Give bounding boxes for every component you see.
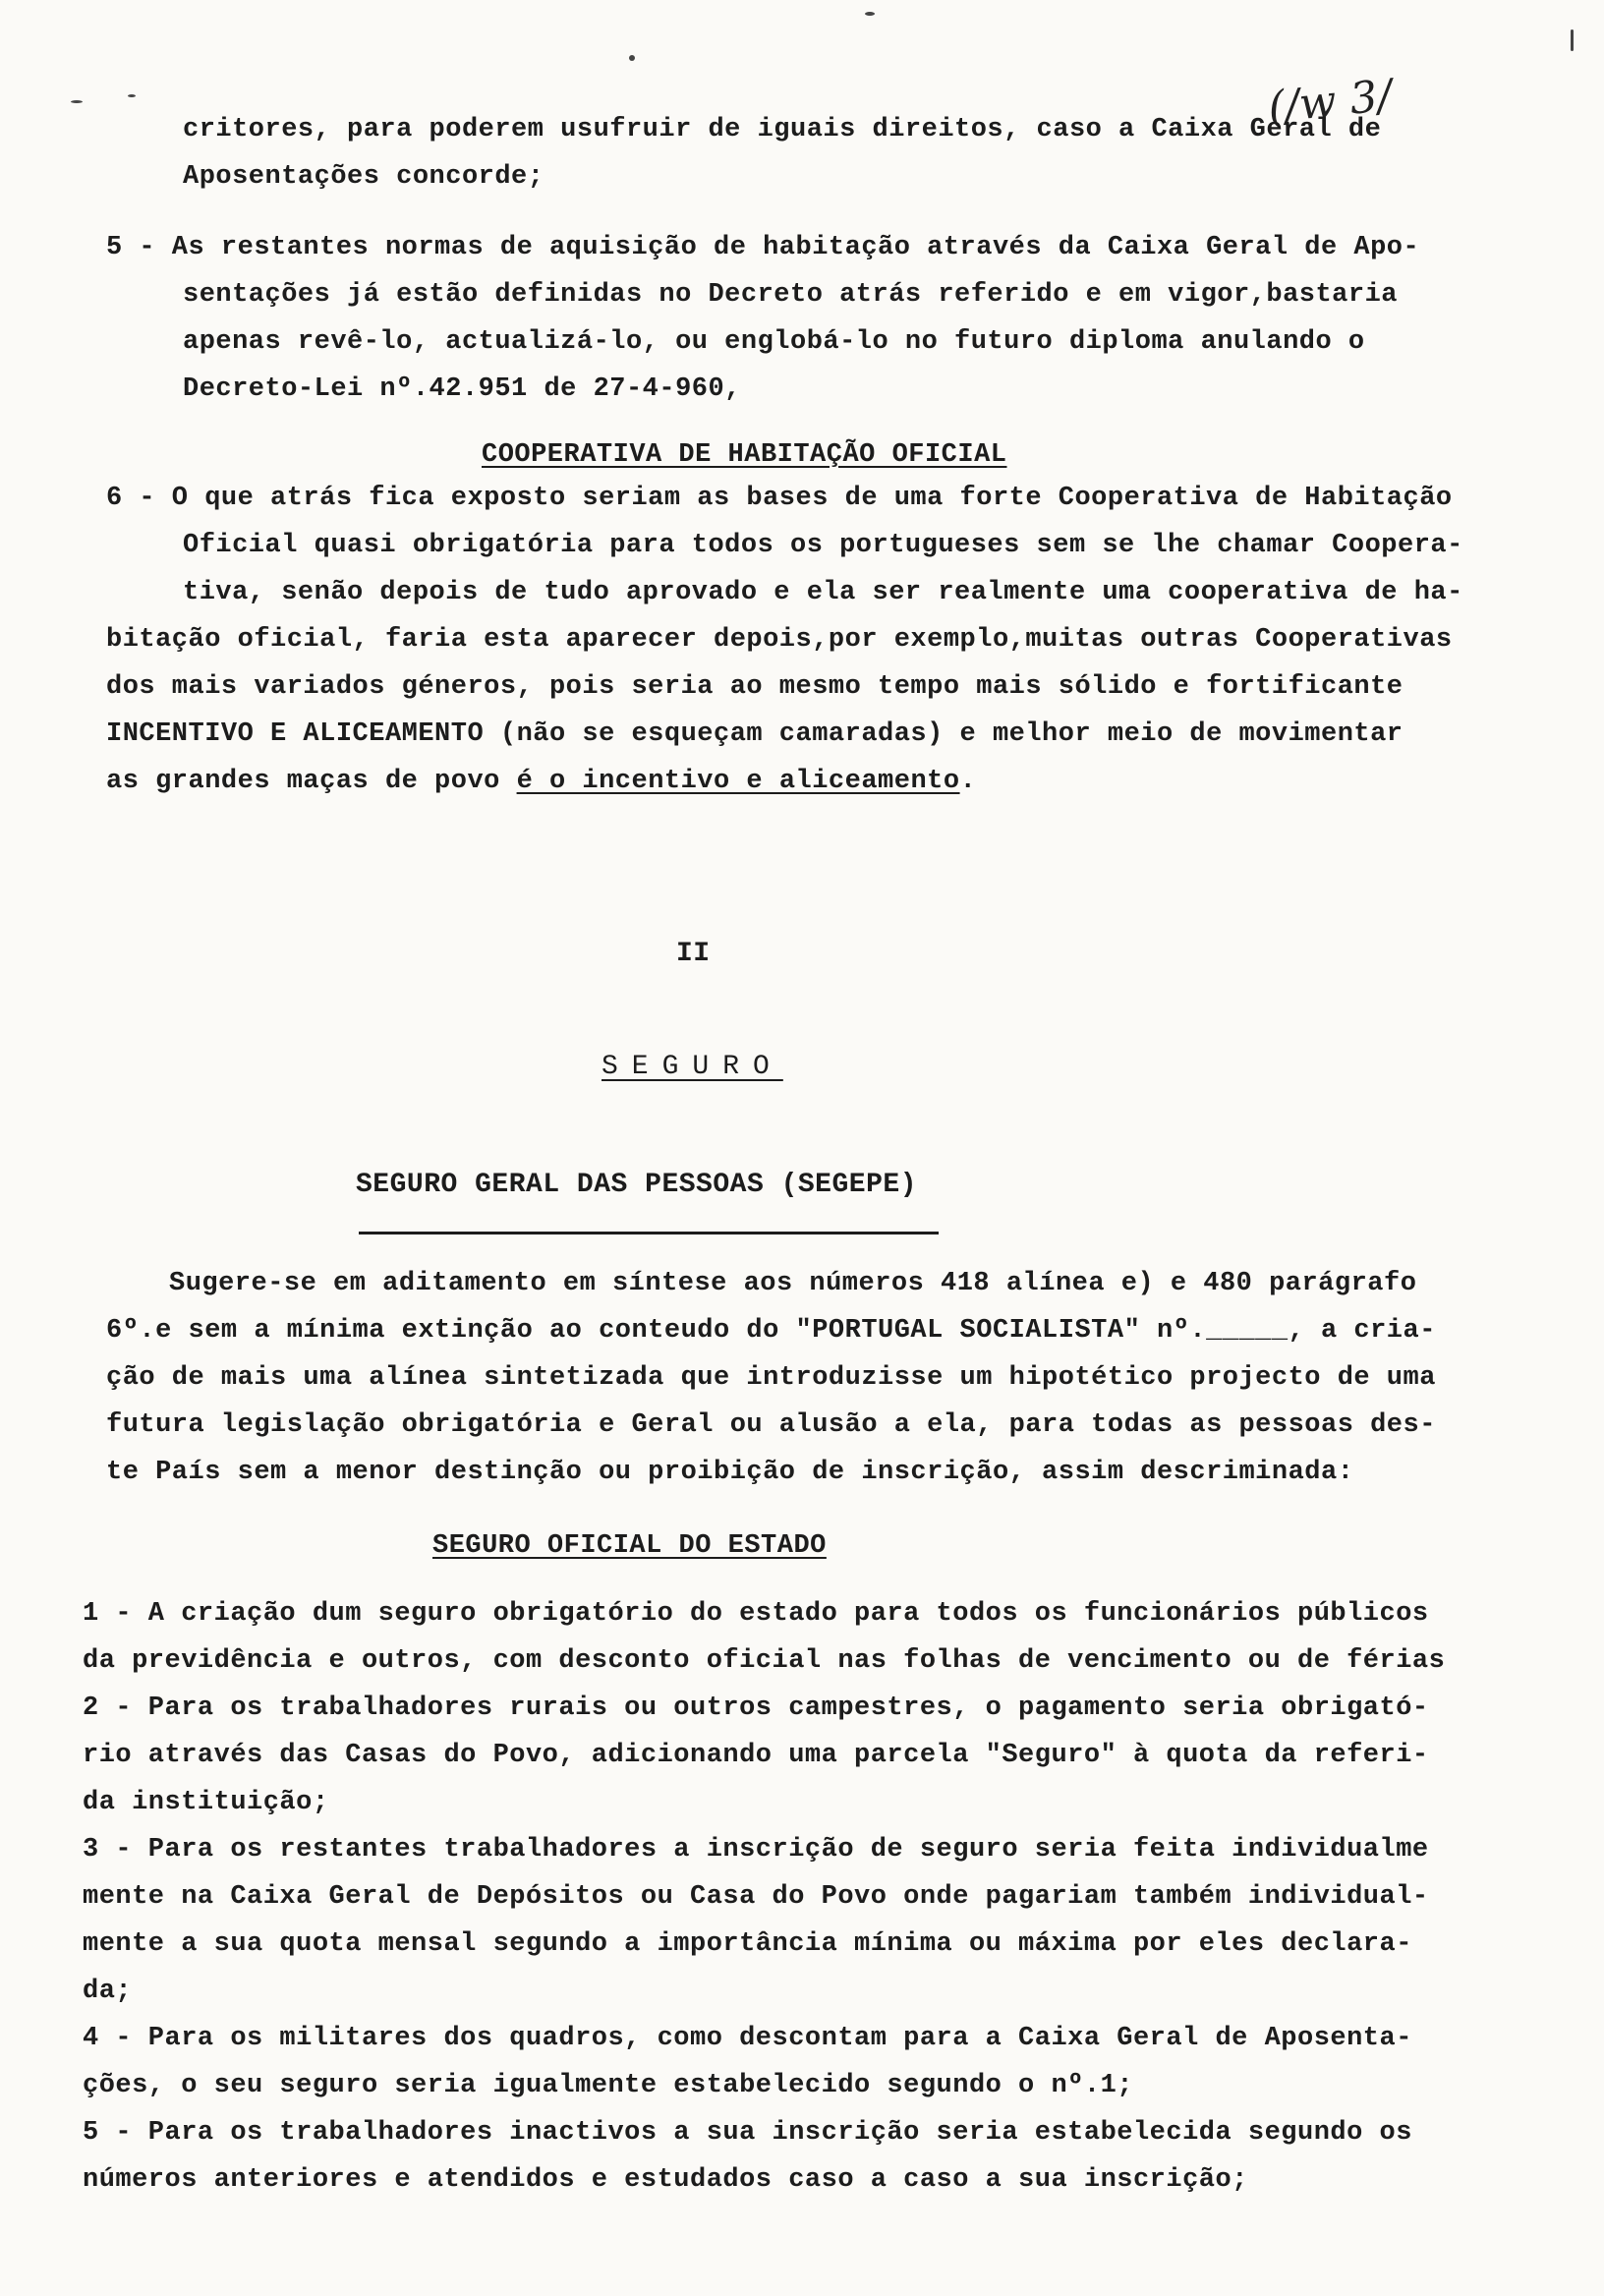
text-line: Aposentações concorde; — [183, 162, 544, 192]
text-line: 5 - As restantes normas de aquisição de habitação através da Caixa Geral de Apo- — [106, 233, 1420, 262]
scan-speck — [629, 55, 635, 61]
text-line: apenas revê-lo, actualizá-lo, ou englobá-lo no futuro diploma anulando o — [183, 327, 1365, 357]
text-line: Sugere-se em aditamento em síntese aos números 418 alínea e) e 480 parágrafo — [169, 1269, 1417, 1298]
scan-speck — [71, 100, 83, 103]
text-line: ções, o seu seguro seria igualmente estabelecido segundo o nº.1; — [83, 2071, 1133, 2100]
text-line: sentações já estão definidas no Decreto atrás referido e em vigor,bastaria — [183, 280, 1398, 310]
text-line: dos mais variados géneros, pois seria ao mesmo tempo mais sólido e fortificante — [106, 672, 1404, 702]
text-line: 6 - O que atrás fica exposto seriam as bases de uma forte Cooperativa de Habitação — [106, 484, 1453, 513]
text-line: 2 - Para os trabalhadores rurais ou outros campestres, o pagamento seria obrigató- — [83, 1693, 1429, 1723]
text-line: 5 - Para os trabalhadores inactivos a sua inscrição seria estabelecida segundo os — [83, 2118, 1412, 2148]
text-line: bitação oficial, faria esta aparecer depois,por exemplo,muitas outras Cooperativas — [106, 625, 1453, 655]
scan-speck — [865, 12, 875, 16]
cooperativa-heading: COOPERATIVA DE HABITAÇÃO OFICIAL — [482, 440, 1007, 470]
text-line: tiva, senão depois de tudo aprovado e ela ser realmente uma cooperativa de ha- — [183, 578, 1463, 607]
text-line: ção de mais uma alínea sintetizada que introduzisse um hipotético projecto de uma — [106, 1363, 1436, 1393]
text-line: te País sem a menor destinção ou proibição de inscrição, assim descriminada: — [106, 1458, 1354, 1487]
intro-continuation — [183, 106, 1381, 201]
text-line: 1 - A criação dum seguro obrigatório do estado para todos os funcionários públicos — [83, 1599, 1429, 1629]
text-line: 3 - Para os restantes trabalhadores a inscrição de seguro seria feita individualme — [83, 1835, 1429, 1865]
heading-rule — [359, 1232, 939, 1234]
text-line: da; — [83, 1977, 133, 2006]
text-line: da instituição; — [83, 1788, 329, 1817]
text-line: INCENTIVO E ALICEAMENTO (não se esqueçam camaradas) e melhor meio de movimentar — [106, 719, 1404, 749]
text-line: Oficial quasi obrigatória para todos os portugueses sem se lhe chamar Coopera- — [183, 531, 1463, 560]
text-line: 4 - Para os militares dos quadros, como descontam para a Caixa Geral de Aposenta- — [83, 2024, 1412, 2053]
text-line: critores, para poderem usufruir de iguais direitos, caso a Caixa Geral de — [183, 115, 1382, 144]
text-line: da previdência e outros, com desconto oficial nas folhas de vencimento ou de férias — [83, 1646, 1446, 1676]
item-6-paragraph — [106, 475, 1463, 805]
seguro-oficial-heading: SEGURO OFICIAL DO ESTADO — [432, 1531, 827, 1561]
numbered-items — [83, 1590, 1445, 2204]
scan-speck — [128, 94, 136, 97]
text-line: 6º.e sem a mínima extinção ao conteudo do "PORTUGAL SOCIALISTA" nº._____, a cria- — [106, 1316, 1436, 1346]
item-5-paragraph — [106, 224, 1419, 413]
text-line: futura legislação obrigatória e Geral ou alusão a ela, para todas as pessoas des- — [106, 1410, 1436, 1440]
section-title: SEGURO — [602, 1052, 783, 1082]
scan-speck — [1571, 29, 1574, 51]
segepe-heading-text: SEGURO GERAL DAS PESSOAS (SEGEPE) — [356, 1170, 917, 1200]
section-number: II — [676, 939, 711, 969]
text-line: mente a sua quota mensal segundo a importância mínima ou máxima por eles declara- — [83, 1929, 1412, 1959]
text-line — [106, 758, 1463, 805]
text-line: mente na Caixa Geral de Depósitos ou Casa do Povo onde pagariam também individual- — [83, 1882, 1429, 1912]
text-line: Decreto-Lei nº.42.951 de 27-4-960, — [183, 374, 741, 404]
text-line: números anteriores e atendidos e estudados caso a caso a sua inscrição; — [83, 2165, 1248, 2195]
underlined-phrase: é o incentivo e aliceamento — [516, 767, 960, 796]
text-fragment: . — [959, 767, 977, 796]
text-fragment: as grandes maças de povo — [106, 767, 517, 796]
segepe-heading — [356, 1170, 917, 1200]
text-line: rio através das Casas do Povo, adicionando uma parcela "Seguro" à quota da referi- — [83, 1741, 1429, 1770]
segepe-paragraph — [106, 1260, 1436, 1496]
handwritten-page-number: (/w 3/ — [1265, 70, 1395, 134]
